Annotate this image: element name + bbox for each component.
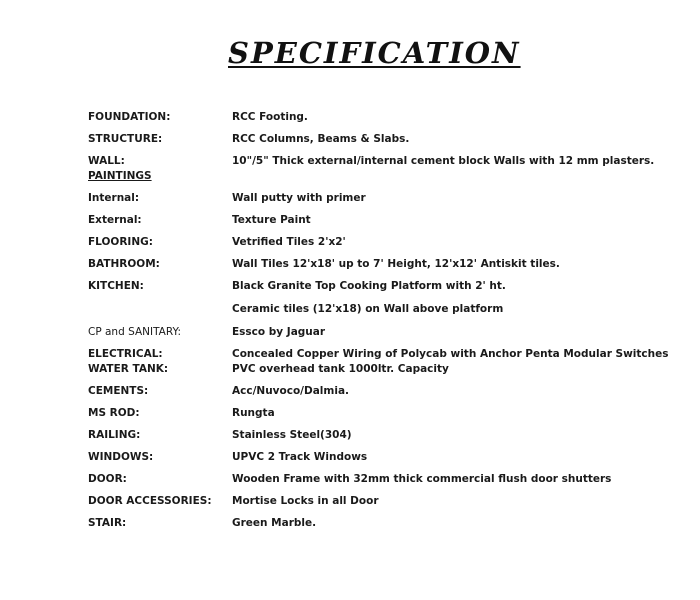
spec-label: MS ROD:	[88, 407, 140, 419]
spec-value: Wooden Frame with 32mm thick commercial flush door shutters	[232, 473, 612, 485]
spec-row-stair	[88, 517, 693, 529]
spec-row-paintings	[88, 170, 693, 182]
spec-row-cp-sanitary	[88, 326, 693, 338]
spec-value: Ceramic tiles (12'x18) on Wall above platform	[232, 303, 504, 315]
spec-row-windows	[88, 451, 693, 463]
section-heading-paintings: PAINTINGS	[88, 170, 152, 182]
spec-row-flooring	[88, 236, 693, 248]
spec-row-railing	[88, 429, 693, 441]
spec-row-door-accessories	[88, 495, 693, 507]
spec-label: External:	[88, 214, 142, 226]
spec-value: Wall Tiles 12'x18' up to 7' Height, 12'x12' Antiskit tiles.	[232, 258, 560, 270]
spec-label: BATHROOM:	[88, 258, 160, 270]
spec-row-kitchen	[88, 280, 693, 292]
spec-row-water-tank	[88, 363, 693, 375]
specification-list	[88, 111, 693, 529]
spec-value: Concealed Copper Wiring of Polycab with Anchor Penta Modular Switches	[232, 348, 669, 360]
spec-value: Vetrified Tiles 2'x2'	[232, 236, 346, 248]
spec-row-external	[88, 214, 693, 226]
spec-value: Essco by Jaguar	[232, 326, 326, 338]
spec-row-wall	[88, 155, 693, 167]
spec-label: STRUCTURE:	[88, 133, 163, 145]
spec-value: PVC overhead tank 1000ltr. Capacity	[232, 363, 449, 375]
spec-row-internal	[88, 192, 693, 204]
spec-label: ELECTRICAL:	[88, 348, 163, 360]
spec-value: RCC Columns, Beams & Slabs.	[232, 133, 410, 145]
spec-label: FLOORING:	[88, 236, 153, 248]
spec-value: Texture Paint	[232, 214, 311, 226]
spec-value: UPVC 2 Track Windows	[232, 451, 368, 463]
spec-label: DOOR ACCESSORIES:	[88, 495, 212, 507]
spec-value: Acc/Nuvoco/Dalmia.	[232, 385, 350, 397]
spec-label: FOUNDATION:	[88, 111, 171, 123]
spec-label: DOOR:	[88, 473, 127, 485]
spec-row-foundation	[88, 111, 693, 123]
document-title: SPECIFICATION	[228, 36, 521, 70]
spec-label: CP and SANITARY:	[88, 326, 182, 338]
spec-value: RCC Footing.	[232, 111, 308, 123]
spec-label: CEMENTS:	[88, 385, 149, 397]
spec-value: Mortise Locks in all Door	[232, 495, 379, 507]
spec-row-structure	[88, 133, 693, 145]
spec-label: WALL:	[88, 155, 125, 167]
spec-value: Black Granite Top Cooking Platform with 2' ht.	[232, 280, 506, 292]
spec-value: Stainless Steel(304)	[232, 429, 352, 441]
spec-row-cements	[88, 385, 693, 397]
spec-label: WINDOWS:	[88, 451, 154, 463]
spec-label: WATER TANK:	[88, 363, 169, 375]
spec-value: 10"/5" Thick external/internal cement block Walls with 12 mm plasters.	[232, 155, 655, 167]
spec-label: STAIR:	[88, 517, 127, 529]
spec-value: Green Marble.	[232, 517, 317, 529]
spec-row-bathroom	[88, 258, 693, 270]
spec-row-door	[88, 473, 693, 485]
spec-label: Internal:	[88, 192, 140, 204]
spec-value: Wall putty with primer	[232, 192, 366, 204]
spec-label: RAILING:	[88, 429, 141, 441]
spec-row-electrical	[88, 348, 693, 360]
spec-row-kitchen-wall	[88, 303, 693, 315]
spec-row-ms-rod	[88, 407, 693, 419]
spec-label: KITCHEN:	[88, 280, 144, 292]
spec-value: Rungta	[232, 407, 275, 419]
